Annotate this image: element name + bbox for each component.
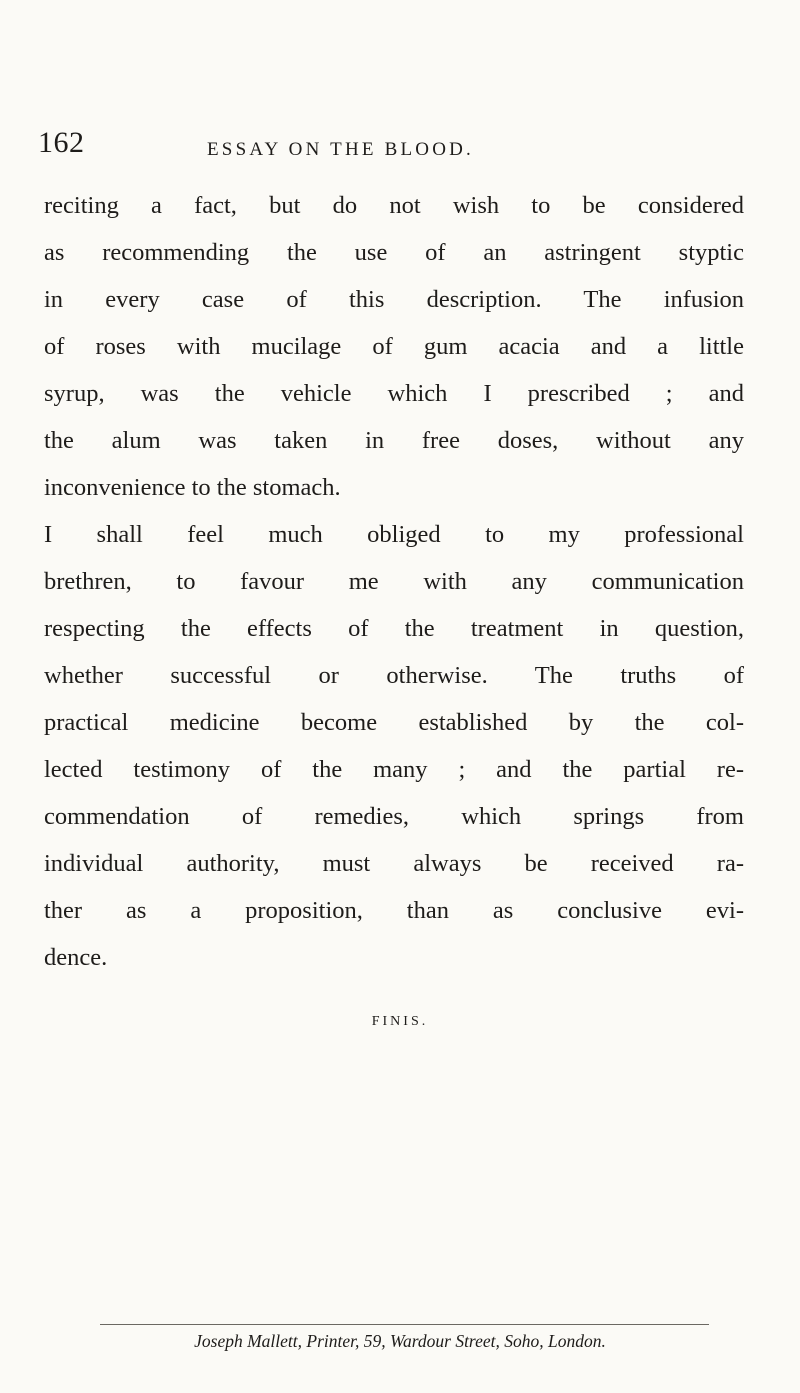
- printer-imprint: Joseph Mallett, Printer, 59, Wardour Street, Soho, London.: [194, 1331, 606, 1351]
- text-line: dence.: [44, 944, 108, 971]
- finis-mark: FINIS.: [371, 1014, 429, 1029]
- text-line: respecting the effects of the treatment in question,: [44, 615, 744, 642]
- text-line: whether successful or otherwise. The truths of: [44, 662, 744, 689]
- running-head: ESSAY ON THE BLOOD.: [207, 139, 475, 160]
- text-line: brethren, to favour me with any communication: [44, 568, 744, 595]
- text-line: I shall feel much obliged to my professional: [44, 521, 744, 548]
- text-line: lected testimony of the many ; and the partial re-: [44, 756, 744, 783]
- text-line: practical medicine become established by the col-: [44, 709, 744, 736]
- text-line: as recommending the use of an astringent styptic: [44, 239, 744, 266]
- page-number: 162: [38, 126, 85, 159]
- text-line: inconvenience to the stomach.: [44, 474, 341, 501]
- text-line: reciting a fact, but do not wish to be considered: [44, 192, 744, 219]
- body-text: [44, 182, 744, 981]
- text-line: of roses with mucilage of gum acacia and a little: [44, 333, 744, 360]
- text-line: the alum was taken in free doses, without any: [44, 427, 744, 454]
- text-line: commendation of remedies, which springs from: [44, 803, 744, 830]
- imprint-rule: [100, 1324, 709, 1325]
- text-line: in every case of this description. The infusion: [44, 286, 744, 313]
- text-line: individual authority, must always be received ra-: [44, 850, 744, 877]
- text-line: ther as a proposition, than as conclusive evi-: [44, 897, 744, 924]
- text-line: syrup, was the vehicle which I prescribed ; and: [44, 380, 744, 407]
